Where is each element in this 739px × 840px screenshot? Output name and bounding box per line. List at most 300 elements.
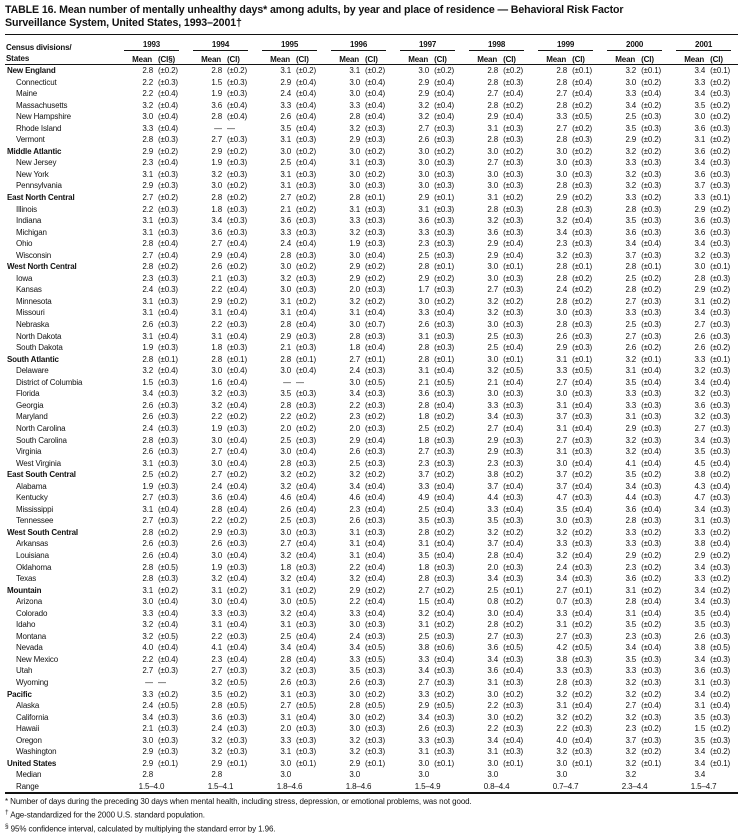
mean-cell: 2.7 — [211, 447, 223, 457]
ci-cell: (±0.3) — [641, 516, 662, 526]
mean-cell: 2.2 — [211, 631, 223, 641]
row-label: Ohio — [16, 239, 33, 249]
ci-cell: (±0.3) — [503, 493, 524, 503]
mean-cell: 3.4 — [694, 66, 706, 75]
mean-cell: 3.0 — [349, 689, 361, 699]
ci-cell: (±0.4) — [641, 504, 662, 514]
ci-cell: (±0.4) — [227, 504, 247, 514]
mean-cell: 2.9 — [694, 204, 706, 214]
mean-cell: 2.8 — [211, 701, 223, 711]
ci-cell: (±0.3) — [503, 158, 524, 168]
mean-cell: 3.8 — [694, 470, 706, 480]
mean-cell: 3.7 — [625, 735, 637, 745]
mean-cell: 3.0 — [487, 354, 499, 364]
range-cell: 0.8–4.4 — [462, 781, 531, 794]
mean-cell: 3.2 — [694, 250, 706, 260]
mean-cell: 2.6 — [211, 262, 223, 272]
ci-header: (CI§) — [153, 51, 186, 65]
ci-cell: (±0.3) — [434, 285, 455, 295]
mean-cell: 3.2 — [280, 608, 292, 618]
ci-cell: (±0.1) — [710, 193, 731, 203]
ci-cell: (±0.2) — [710, 112, 731, 122]
ci-cell: (±0.1) — [365, 354, 385, 364]
ci-cell: (±0.3) — [296, 735, 316, 745]
mean-cell: 2.8 — [556, 100, 568, 110]
ci-cell: (±0.4) — [710, 458, 731, 468]
mean-cell: 2.6 — [349, 516, 361, 526]
ci-cell: (±0.2) — [227, 689, 247, 699]
ci-cell: (±0.4) — [641, 366, 662, 376]
mean-cell: 2.4 — [211, 724, 223, 734]
mean-cell: 1.8 — [211, 204, 223, 214]
mean-cell: 2.8 — [418, 262, 430, 272]
table-row — [5, 712, 738, 724]
ci-cell: (±0.2) — [227, 585, 247, 595]
mean-cell: 2.5 — [280, 631, 292, 641]
ci-cell: (±0.3) — [710, 447, 731, 457]
ci-cell: (±0.3) — [503, 285, 524, 295]
mean-cell: 2.7 — [556, 89, 568, 99]
mean-cell: 2.4 — [349, 366, 361, 376]
ci-cell: (±0.4) — [158, 239, 178, 249]
row-label: Utah — [16, 666, 33, 676]
ci-cell: (±0.3) — [296, 400, 316, 410]
mean-cell: 3.1 — [487, 123, 499, 133]
ci-cell: (±0.5) — [434, 377, 455, 387]
mean-cell: 2.2 — [142, 204, 153, 214]
mean-cell: 2.8 — [280, 654, 292, 664]
mean-cell: 3.2 — [556, 550, 568, 560]
ci-cell: (±0.3) — [641, 181, 662, 191]
mean-cell: 3.2 — [349, 747, 361, 757]
mean-cell: 3.1 — [556, 354, 568, 364]
ci-cell: (±0.3) — [572, 158, 593, 168]
ci-cell: (±0.4) — [227, 597, 247, 607]
ci-cell: (±0.4) — [365, 539, 385, 549]
ci-cell: (±0.3) — [365, 747, 385, 757]
ci-cell: (±0.3) — [365, 331, 385, 341]
ci-cell: (±0.1) — [434, 262, 455, 272]
ci-cell: (±0.2) — [227, 470, 247, 480]
mean-cell: 2.8 — [418, 574, 430, 584]
ci-cell: (±0.2) — [434, 273, 455, 283]
table-row — [5, 88, 738, 100]
mean-cell: 2.9 — [349, 273, 361, 283]
mean-cell: 3.3 — [418, 654, 430, 664]
mean-cell: 3.4 — [142, 389, 153, 399]
mean-cell: 3.7 — [694, 181, 706, 191]
mean-cell: 2.4 — [142, 285, 153, 295]
mean-cell: 3.3 — [418, 481, 430, 491]
ci-cell: (±0.1) — [710, 354, 731, 364]
ci-cell: (±0.2) — [227, 412, 247, 422]
mean-cell: 2.4 — [280, 89, 292, 99]
mean-cell: 2.8 — [418, 400, 430, 410]
ci-cell: (±0.4) — [365, 308, 385, 318]
mean-cell: 2.9 — [211, 146, 223, 156]
mean-cell: 2.2 — [211, 412, 223, 422]
ci-cell: (±0.4) — [158, 100, 178, 110]
mean-cell: 3.0 — [349, 89, 361, 99]
ci-cell: (±0.3) — [365, 158, 385, 168]
mean-cell: 2.8 — [625, 285, 637, 295]
mean-cell: 3.5 — [694, 712, 706, 722]
mean-cell: 3.0 — [211, 366, 223, 376]
ci-cell: (±0.3) — [434, 516, 455, 526]
ci-cell: (±0.3) — [158, 735, 178, 745]
mean-cell: 2.9 — [625, 550, 637, 560]
mean-cell: 3.1 — [280, 181, 292, 191]
year-header: 1993 — [117, 35, 186, 52]
mean-cell: 2.2 — [211, 320, 223, 330]
mean-cell: 1.9 — [349, 239, 361, 249]
mean-cell: 2.5 — [418, 504, 430, 514]
mean-cell: 3.4 — [694, 758, 706, 768]
mean-cell: 2.9 — [349, 135, 361, 145]
ci-cell: (±0.2) — [503, 146, 524, 156]
ci-cell: (±0.3) — [365, 527, 385, 537]
ci-cell: (±0.3) — [710, 435, 731, 445]
ci-cell: (±0.3) — [296, 677, 316, 687]
mean-cell: 3.0 — [487, 273, 499, 283]
mean-cell: 2.8 — [142, 66, 153, 75]
ci-cell: (±0.3) — [434, 250, 455, 260]
ci-cell: (±0.3) — [296, 724, 316, 734]
mean-cell: 3.2 — [556, 527, 568, 537]
ci-cell: (±0.3) — [503, 169, 524, 179]
mean-cell: 3.3 — [556, 608, 568, 618]
ci-cell: (±0.3) — [158, 296, 178, 306]
ci-cell: (±0.4) — [641, 458, 662, 468]
mean-cell: 2.6 — [418, 320, 430, 330]
mean-cell: 2.8 — [556, 77, 568, 87]
ci-cell: (±0.4) — [434, 77, 455, 87]
row-label: Montana — [16, 631, 47, 641]
ci-cell: (±0.5) — [158, 562, 178, 572]
ci-cell: (±0.1) — [296, 758, 316, 768]
ci-cell: (±0.3) — [365, 123, 385, 133]
ci-cell: (±0.3) — [296, 458, 316, 468]
ci-cell: (±0.3) — [641, 677, 662, 687]
ci-cell: (±0.2) — [641, 146, 662, 156]
ci-cell: (±0.3) — [572, 343, 593, 353]
ci-cell: (±0.3) — [710, 654, 731, 664]
mean-cell: 2.6 — [556, 331, 568, 341]
ci-cell: (±0.3) — [158, 320, 178, 330]
footnote-text: 95% confidence interval, calculated by multiplying the standard error by 1.96. — [10, 824, 276, 834]
ci-cell: — — [296, 377, 304, 387]
mean-cell: 3.1 — [349, 527, 361, 537]
ci-cell: (±0.4) — [434, 366, 455, 376]
mean-cell: 3.5 — [625, 216, 637, 226]
ci-cell: (±0.2) — [434, 527, 455, 537]
table-row — [5, 377, 738, 389]
ci-cell: (±0.3) — [227, 227, 247, 237]
mean-cell: 3.1 — [418, 366, 430, 376]
ci-cell: (±0.3) — [434, 204, 455, 214]
mean-cell: 3.6 — [694, 666, 706, 676]
ci-cell: (±0.4) — [296, 574, 316, 584]
mean-cell: 3.7 — [418, 470, 430, 480]
ci-cell: (±0.3) — [227, 389, 247, 399]
mean-cell: 3.4 — [694, 308, 706, 318]
table-row — [5, 331, 738, 343]
ci-cell: (±0.3) — [365, 204, 385, 214]
footnote-marker: † — [5, 809, 9, 817]
row-label: West South Central — [7, 527, 78, 537]
mean-cell: 2.2 — [556, 724, 568, 734]
ci-cell: (±0.4) — [227, 366, 247, 376]
mean-cell: 2.6 — [211, 539, 223, 549]
row-label: Texas — [16, 574, 37, 584]
mean-cell: 2.5 — [418, 250, 430, 260]
ci-cell: (±0.4) — [434, 112, 455, 122]
mean-cell: 3.0 — [349, 250, 361, 260]
table-title — [5, 4, 736, 30]
mean-cell: 2.6 — [280, 677, 292, 687]
mean-cell: 3.4 — [142, 712, 153, 722]
table-row — [5, 654, 738, 666]
ci-cell: (±0.4) — [503, 735, 524, 745]
mean-cell: 3.4 — [625, 100, 637, 110]
mean-cell: 3.2 — [625, 747, 637, 757]
mean-cell: 2.4 — [280, 239, 292, 249]
ci-cell: (±0.3) — [158, 343, 178, 353]
ci-cell: (±0.2) — [434, 412, 455, 422]
mean-cell: 3.0 — [349, 712, 361, 722]
ci-cell: (±0.3) — [503, 631, 524, 641]
table-row — [5, 769, 738, 781]
mean-cell: 2.7 — [556, 631, 568, 641]
row-label: South Carolina — [16, 435, 67, 445]
ci-cell: (±0.3) — [158, 389, 178, 399]
ci-cell: (±0.4) — [296, 366, 316, 376]
ci-cell: (±0.3) — [572, 666, 593, 676]
ci-cell: (±0.4) — [296, 608, 316, 618]
mean-cell: 2.5 — [625, 112, 637, 122]
ci-cell: (±0.4) — [158, 250, 178, 260]
ci-cell: (±0.4) — [296, 100, 316, 110]
mean-cell: 3.2 — [418, 112, 430, 122]
mean-cell: 3.0 — [349, 724, 361, 734]
ci-cell: (±0.2) — [503, 193, 524, 203]
mean-cell: 2.2 — [487, 724, 499, 734]
mean-cell: 4.6 — [280, 493, 292, 503]
ci-cell: (±0.2) — [641, 689, 662, 699]
mean-cell: 3.3 — [142, 123, 153, 133]
ci-cell: (±0.4) — [158, 366, 178, 376]
ci-cell: (±0.3) — [158, 423, 178, 433]
mean-cell: 2.9 — [280, 331, 292, 341]
ci-cell: (±0.3) — [434, 562, 455, 572]
ci-cell: (±0.3) — [710, 423, 731, 433]
ci-cell: (±0.3) — [503, 435, 524, 445]
ci-cell: (±0.4) — [572, 377, 593, 387]
mean-cell: 3.1 — [142, 169, 153, 179]
mean-cell: 3.4 — [694, 597, 706, 607]
mean-cell: 3.6 — [280, 216, 292, 226]
ci-cell: (±0.3) — [365, 366, 385, 376]
ci-cell: (±0.3) — [572, 389, 593, 399]
mean-cell: 3.1 — [280, 712, 292, 722]
ci-cell: — — [227, 123, 235, 133]
mean-cell: 2.8 — [211, 112, 223, 122]
mean-cell: 3.3 — [694, 77, 706, 87]
ci-cell: (±0.4) — [365, 112, 385, 122]
range-cell: 1.5–4.1 — [186, 781, 255, 794]
mean-cell: 2.4 — [142, 701, 153, 711]
mean-cell: 3.1 — [280, 585, 292, 595]
mean-cell: 2.9 — [418, 273, 430, 283]
mean-cell: 2.8 — [142, 562, 153, 572]
ci-cell: (±0.4) — [365, 435, 385, 445]
mean-cell: 2.3 — [349, 504, 361, 514]
row-label: Wyoming — [16, 677, 49, 687]
ci-cell: (±0.4) — [572, 89, 593, 99]
mean-cell: 3.4 — [694, 158, 706, 168]
ci-cell: (±0.3) — [641, 400, 662, 410]
ci-cell: (±0.3) — [572, 539, 593, 549]
mean-cell: 2.2 — [142, 89, 153, 99]
mean-cell: 2.8 — [625, 262, 637, 272]
ci-cell: (±0.4) — [641, 377, 662, 387]
ci-cell: (±0.4) — [365, 343, 385, 353]
ci-cell: (±0.2) — [710, 135, 731, 145]
mean-cell: 3.2 — [349, 227, 361, 237]
mean-cell: 3.0 — [142, 735, 153, 745]
ci-cell: (±0.3) — [641, 654, 662, 664]
row-label: Indiana — [16, 216, 42, 226]
ci-cell: (±0.3) — [572, 320, 593, 330]
mean-cell: 2.9 — [694, 285, 706, 295]
mean-cell: 2.5 — [418, 631, 430, 641]
ci-cell: (±0.2) — [641, 527, 662, 537]
table-row — [5, 608, 738, 620]
mean-cell: 2.2 — [349, 597, 361, 607]
mean-header: Mean — [117, 51, 153, 65]
ci-cell: (±0.1) — [365, 193, 385, 203]
ci-cell: (±0.1) — [434, 193, 455, 203]
ci-cell: (±0.3) — [710, 123, 731, 133]
mean-cell: 3.3 — [694, 193, 706, 203]
mean-cell: 3.0 — [142, 597, 153, 607]
ci-cell: (±0.2) — [572, 146, 593, 156]
ci-cell: (±0.3) — [434, 216, 455, 226]
ci-cell: (±0.3) — [227, 423, 247, 433]
mean-cell: 2.8 — [211, 354, 223, 364]
footnote-marker: § — [5, 822, 9, 830]
mean-cell: 2.9 — [625, 135, 637, 145]
mean-cell: 2.7 — [487, 89, 499, 99]
ci-cell: (±0.2) — [296, 204, 316, 214]
ci-cell: (±0.2) — [434, 470, 455, 480]
mean-cell: 2.3 — [349, 412, 361, 422]
ci-cell: (±0.3) — [710, 273, 731, 283]
ci-cell: (±0.3) — [572, 516, 593, 526]
mean-cell: 2.5 — [280, 516, 292, 526]
ci-cell: (±0.2) — [434, 296, 455, 306]
mean-cell: 1.5 — [694, 724, 706, 734]
mean-cell: 3.1 — [280, 66, 292, 75]
mean-cell: 3.3 — [556, 366, 568, 376]
mean-cell: 3.5 — [349, 666, 361, 676]
mean-cell: 3.1 — [694, 296, 706, 306]
mean-cell: 3.6 — [625, 504, 637, 514]
mean-cell: 3.4 — [694, 585, 706, 595]
mean-cell: 2.9 — [211, 758, 223, 768]
table-row — [5, 619, 738, 631]
ci-cell: (±0.4) — [158, 643, 178, 653]
ci-cell: (±0.3) — [710, 216, 731, 226]
row-label: West North Central — [7, 262, 77, 272]
mean-cell: 3.5 — [211, 689, 223, 699]
ci-cell: (±0.4) — [572, 735, 593, 745]
ci-cell: (±0.3) — [434, 447, 455, 457]
mean-cell: 3.1 — [280, 296, 292, 306]
ci-cell: (±0.4) — [641, 643, 662, 653]
mean-cell: 2.7 — [211, 135, 223, 145]
ci-cell: (±0.4) — [572, 423, 593, 433]
mean-cell: 2.7 — [625, 296, 637, 306]
ci-cell: (±0.1) — [572, 354, 593, 364]
ci-cell: (±0.1) — [503, 354, 524, 364]
ci-cell: (±0.3) — [296, 331, 316, 341]
ci-cell: (±0.4) — [158, 504, 178, 514]
mean-cell: 1.9 — [211, 158, 223, 168]
mean-cell: 2.5 — [625, 320, 637, 330]
table-row — [5, 527, 738, 539]
ci-cell: (±0.3) — [158, 204, 178, 214]
ci-cell: (±0.2) — [296, 470, 316, 480]
ci-cell: (±0.3) — [503, 701, 524, 711]
ci-cell: (±0.4) — [296, 112, 316, 122]
ci-cell: (±0.3) — [158, 412, 178, 422]
ci-cell: (±0.2) — [572, 470, 593, 480]
table-row — [5, 146, 738, 158]
ci-cell: (±0.2) — [158, 262, 178, 272]
ci-cell: (±0.3) — [503, 400, 524, 410]
ci-cell: (±0.2) — [158, 470, 178, 480]
ci-cell: (±0.3) — [158, 285, 178, 295]
mean-cell: 2.7 — [211, 239, 223, 249]
mean-cell: 2.2 — [142, 654, 153, 664]
table-row — [5, 134, 738, 146]
row-label: Illinois — [16, 204, 38, 214]
mean-cell: 3.4 — [694, 770, 706, 780]
footnote-text: Age-standardized for the 2000 U.S. standard population. — [10, 810, 205, 820]
ci-cell: (±0.2) — [227, 146, 247, 156]
ci-cell: (±0.3) — [227, 169, 247, 179]
mean-cell: 3.4 — [694, 435, 706, 445]
table-row — [5, 665, 738, 677]
ci-cell: (±0.3) — [434, 574, 455, 584]
mean-cell: 3.6 — [487, 666, 499, 676]
mean-cell: 3.1 — [142, 296, 153, 306]
table-row — [5, 700, 738, 712]
data-table — [5, 34, 738, 794]
ci-cell: (±0.4) — [641, 597, 662, 607]
table-row — [5, 157, 738, 169]
mean-cell: 2.9 — [487, 435, 499, 445]
ci-cell: (±0.3) — [365, 724, 385, 734]
mean-cell: 3.0 — [487, 146, 499, 156]
ci-cell — [498, 769, 531, 781]
ci-cell: (±0.3) — [710, 389, 731, 399]
mean-cell: 2.9 — [211, 250, 223, 260]
ci-cell: (±0.3) — [710, 320, 731, 330]
ci-cell: (±0.4) — [296, 493, 316, 503]
table-row — [5, 411, 738, 423]
